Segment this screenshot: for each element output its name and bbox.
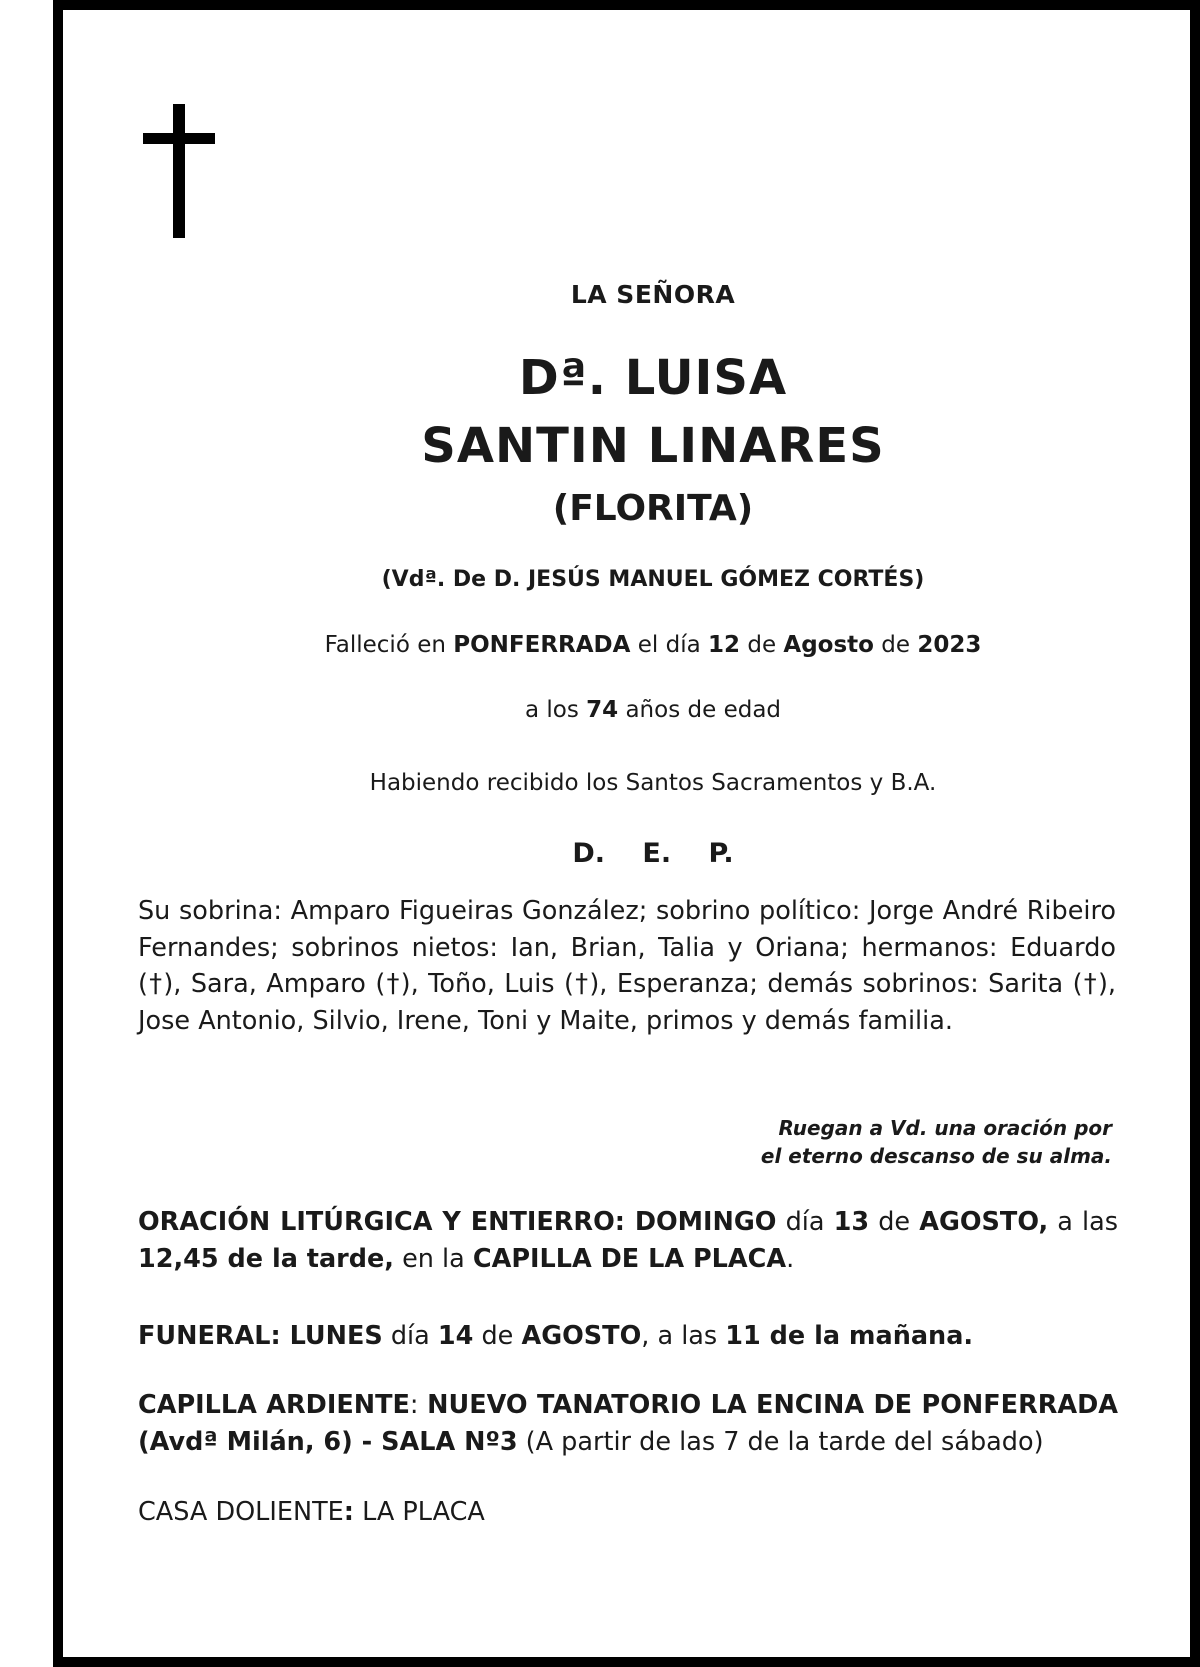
rip-line: D. E. P. [572,838,734,869]
chapel-info: CAPILLA ARDIENTE: NUEVO TANATORIO LA ENCINA DE PONFERRADA (Avdª Milán, 6) - SALA Nº3 (A partir de las 7 de la tarde del sábado) [138,1390,1118,1457]
family-list: Su sobrina: Amparo Figueiras González; sobrino político: Jorge André Ribeiro Fernandes; sobrinos nietos: Ian, Brian, Talia y Oriana; hermanos: Eduardo (†), Sara, Amparo (†), Toño, Luis (†), Esperanza; demás sobrinos: Sarita (†), Jose Antonio, Silvio, Irene, Toni y Maite, primos y demás familia. [138,896,1116,1036]
burial-info: ORACIÓN LITÚRGICA Y ENTIERRO: DOMINGO día 13 de AGOSTO, a las 12,45 de la tarde, en la CAPILLA DE LA PLACA. [138,1207,1118,1274]
heading: LA SEÑORA [570,280,736,309]
widow-of: (Vdª. De D. JESÚS MANUEL GÓMEZ CORTÉS) [381,567,925,592]
cross-icon [143,104,215,238]
sacraments-line: Habiendo recibido los Santos Sacramentos y B.A. [369,770,937,796]
prayer-request: Ruegan a Vd. una oración por el eterno descanso de su alma. [760,1116,1112,1168]
death-info: Falleció en PONFERRADA el día 12 de Agosto de 2023 [324,632,982,658]
mourning-house: CASA DOLIENTE: LA PLACA [138,1497,485,1527]
deceased-name-line2: SANTIN LINARES [421,418,885,474]
funeral-info: FUNERAL: LUNES día 14 de AGOSTO, a las 11 de la mañana. [138,1321,974,1351]
age-info: a los 74 años de edad [524,697,782,723]
deceased-nickname: (FLORITA) [552,488,754,529]
deceased-name-line1: Dª. LUISA [518,350,788,406]
